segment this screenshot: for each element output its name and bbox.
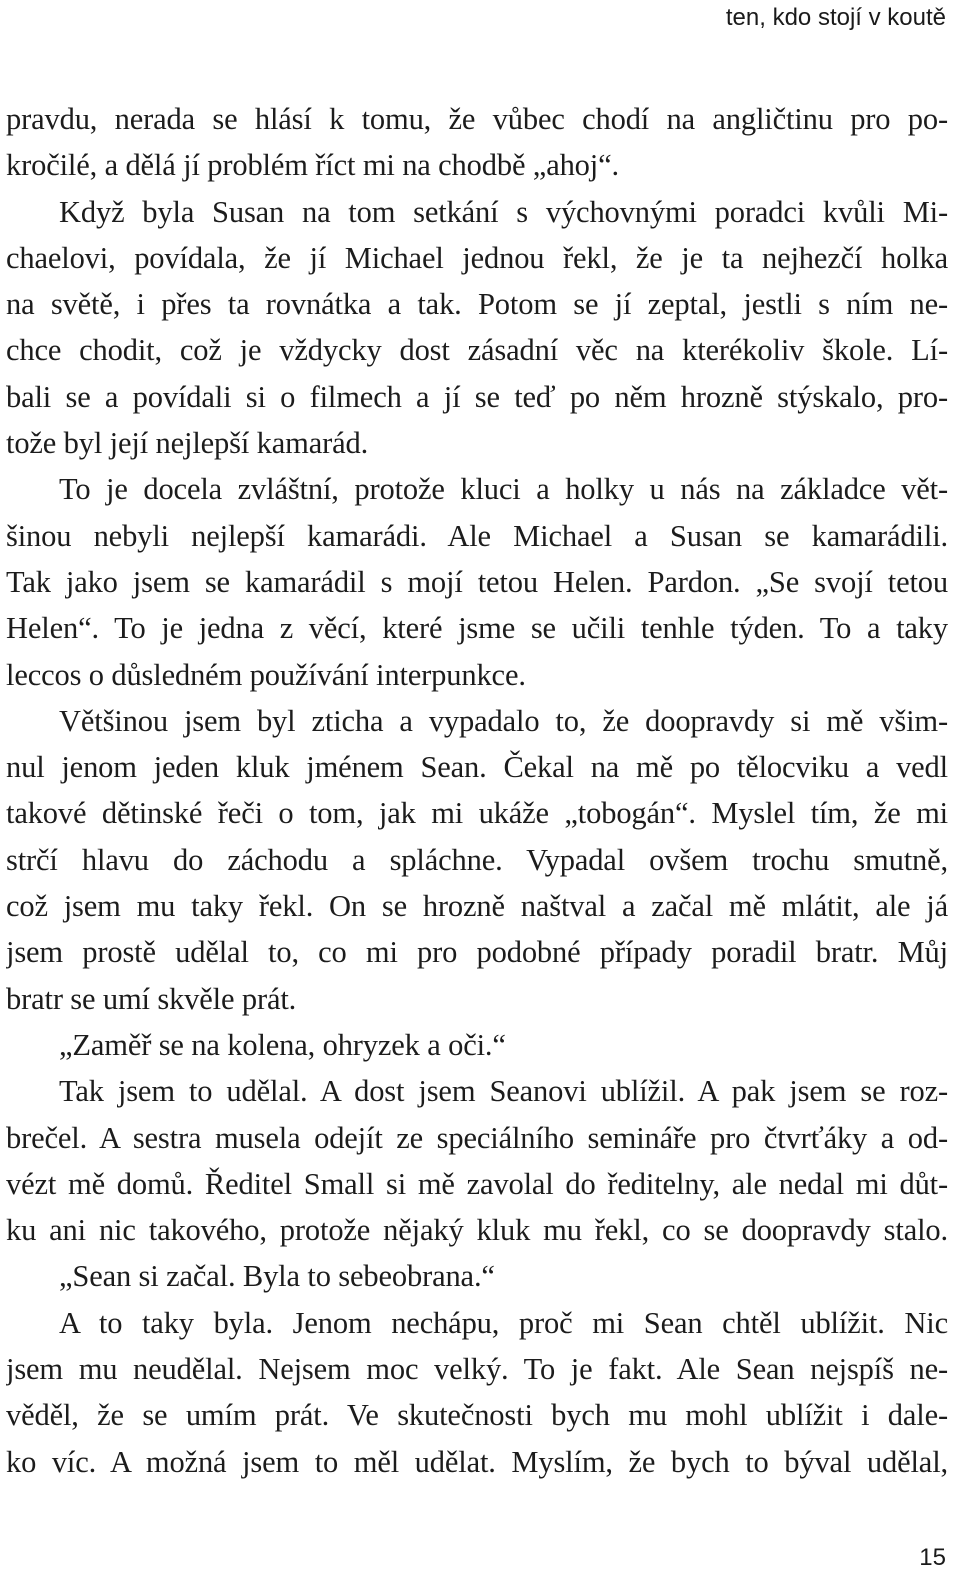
text-line: jsem mu neudělal. Nejsem moc velký. To je fakt. Ale Sean nejspíš ne-	[6, 1352, 948, 1387]
page-number: 15	[919, 1544, 946, 1571]
text-line: Helen“. To je jedna z věcí, které jsme se učili tenhle týden. To a taky	[6, 611, 948, 646]
text-line: chaelovi, povídala, že jí Michael jednou řekl, že je ta nejhezčí holka	[6, 240, 948, 275]
text-line: A to taky byla. Jenom nechápu, proč mi Sean chtěl ublížit. Nic	[59, 1305, 948, 1340]
text-line: takové dětinské řeči o tom, jak mi ukáže „tobogán“. Myslel tím, že mi	[6, 796, 948, 831]
text-line: tože byl její nejlepší kamarád.	[6, 426, 369, 461]
text-line: Většinou jsem byl zticha a vypadalo to, že doopravdy si mě všim-	[59, 703, 948, 738]
text-line: šinou nebyli nejlepší kamarádi. Ale Michael a Susan se kamarádili.	[6, 518, 948, 553]
text-line: kročilé, a dělá jí problém říct mi na chodbě „ahoj“.	[6, 148, 619, 183]
text-line: bali se a povídali si o filmech a jí se teď po něm hrozně stýskalo, pro-	[6, 379, 948, 414]
text-line: chce chodit, což je vždycky dost zásadní věc na kterékoliv škole. Lí-	[6, 333, 948, 368]
text-line: ku ani nic takového, protože nějaký kluk mu řekl, co se doopravdy stalo.	[6, 1213, 948, 1248]
text-line: jsem prostě udělal to, co mi pro podobné případy poradil bratr. Můj	[6, 935, 948, 970]
body-text	[6, 96, 948, 1485]
text-line: věděl, že se umím prát. Ve skutečnosti bych mu mohl ublížit i dale-	[6, 1398, 948, 1433]
text-line: „Sean si začal. Byla to sebeobrana.“	[59, 1259, 495, 1294]
text-line: leccos o důsledném používání interpunkce.	[6, 657, 526, 692]
text-line: ko víc. A možná jsem to měl udělat. Myslím, že bych to býval udělal,	[6, 1444, 948, 1479]
text-line: pravdu, nerada se hlásí k tomu, že vůbec chodí na angličtinu pro po-	[6, 102, 948, 136]
text-line: bratr se umí skvěle prát.	[6, 981, 297, 1016]
text-line: což jsem mu taky řekl. On se hrozně naštval a začal mě mlátit, ale já	[6, 889, 948, 924]
text-line: To je docela zvláštní, protože kluci a holky u nás na základce vět-	[59, 472, 948, 507]
text-line: Tak jsem to udělal. A dost jsem Seanovi ublížil. A pak jsem se roz-	[59, 1074, 948, 1109]
text-line: brečel. A sestra musela odejít ze speciálního semináře pro čtvrťáky a od-	[6, 1120, 948, 1155]
text-line: vézt mě domů. Ředitel Small si mě zavolal do ředitelny, ale nedal mi důt-	[6, 1166, 948, 1201]
text-line: „Zaměř se na kolena, ohryzek a oči.“	[59, 1027, 506, 1062]
text-line: Tak jako jsem se kamarádil s mojí tetou Helen. Pardon. „Se svojí tetou	[6, 564, 948, 599]
text-line: nul jenom jeden kluk jménem Sean. Čekal na mě po tělocviku a vedl	[6, 750, 948, 785]
text-line: na světě, i přes ta rovnátka a tak. Potom se jí zeptal, jestli s ním ne-	[6, 287, 948, 322]
text-line: strčí hlavu do záchodu a spláchne. Vypadal ovšem trochu smutně,	[6, 842, 948, 877]
text-line: Když byla Susan na tom setkání s výchovnými poradci kvůli Mi-	[59, 194, 948, 229]
running-head: ten, kdo stojí v koutě	[725, 4, 946, 31]
